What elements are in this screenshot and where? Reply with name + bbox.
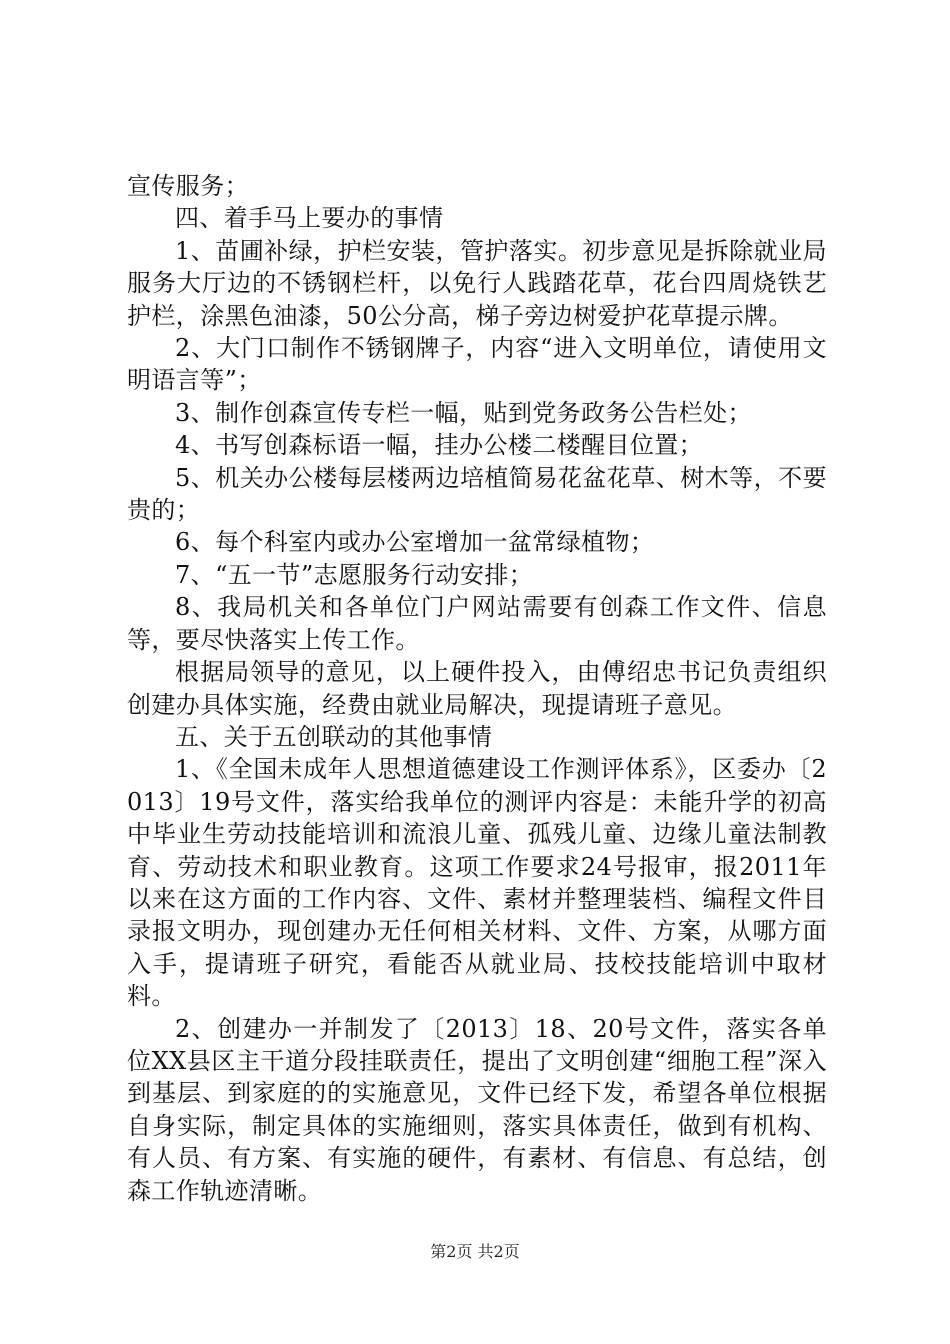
paragraph: 7、“五一节”志愿服务行动安排； (175, 560, 534, 589)
section-heading: 五、关于五创联动的其他事情 (175, 722, 493, 751)
paragraph: 6、每个科室内或办公室增加一盆常绿植物； (175, 528, 655, 557)
page-number-footer: 第2页 共2页 (430, 1242, 520, 1261)
paragraph: 宣传服务； (127, 172, 249, 200)
document-body (127, 170, 827, 1207)
paragraph: 2、创建办一并制发了〔2013〕18、20号文件，落实各单位XX县区主干道分段挂联责任，提出了文明创建“细胞工程”深入到基层、到家庭的的实施意见，文件已经下发，希望各单位根据自身实际，制定具体的实施细则，落实具体责任，做到有机构、有人员、有方案、有实施的硬件，有素材、有信息、有总结，创森工作轨迹清晰。 (127, 1014, 827, 1205)
paragraph: 1、《全国未成年人思想道德建设工作测评体系》，区委办〔2013〕19号文件，落实给我单位的测评内容是：未能升学的初高中毕业生劳动技能培训和流浪儿童、孤残儿童、边缘儿童法制教育、劳动技术和职业教育。这项工作要求24号报审，报2011年以来在这方面的工作内容、文件、素材并整理装档、编程文件目录报文明办，现创建办无任何相关材料、文件、方案，从哪方面入手，提请班子研究，看能否从就业局、技校技能培训中取材料。 (127, 755, 827, 1011)
paragraph: 4、书写创森标语一幅，挂办公楼二楼醒目位置； (175, 431, 704, 460)
paragraph: 1、苗圃补绿，护栏安装，管护落实。初步意见是拆除就业局服务大厅边的不锈钢栏杆，以免行人践踏花草，花台四周烧铁艺护栏，涂黑色油漆，50公分高，梯子旁边树爱护花草提示牌。 (127, 236, 827, 330)
section-heading: 四、着手马上要办的事情 (175, 204, 444, 233)
paragraph: 8、我局机关和各单位门户网站需要有创森工作文件、信息等，要尽快落实上传工作。 (127, 593, 827, 654)
paragraph: 5、机关办公楼每层楼两边培植简易花盆花草、树木等，不要贵的； (127, 463, 827, 525)
paragraph: 根据局领导的意见，以上硬件投入，由傅绍忠书记负责组织创建办具体实施，经费由就业局解决，现提请班子意见。 (127, 658, 827, 719)
paragraph: 2、大门口制作不锈钢牌子，内容“进入文明单位，请使用文明语言等”； (127, 334, 827, 395)
paragraph: 3、制作创森宣传专栏一幅，贴到党务政务公告栏处； (175, 398, 752, 427)
